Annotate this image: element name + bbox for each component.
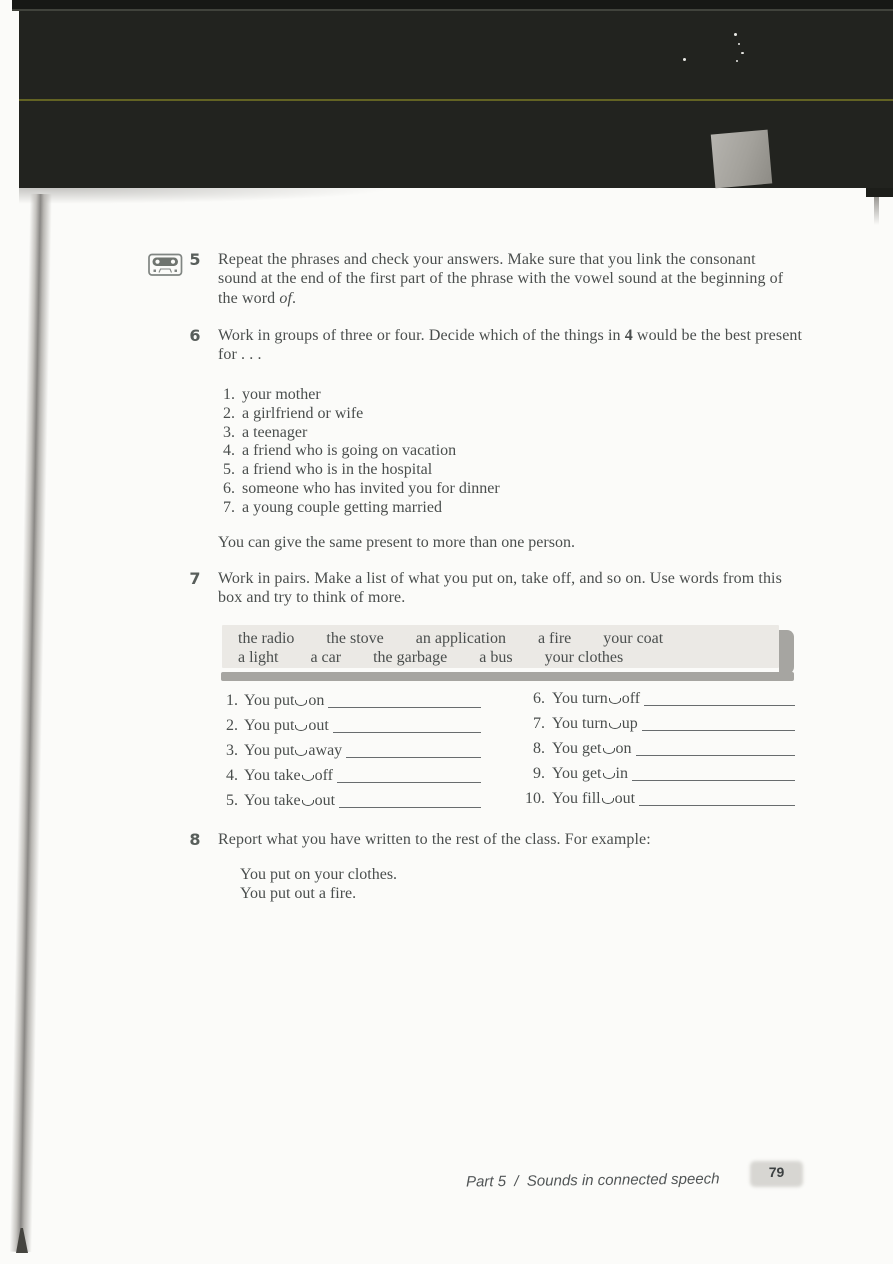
- item-number: 10.: [525, 790, 545, 807]
- item-number: 4.: [223, 442, 235, 460]
- item-number: 7.: [533, 715, 545, 732]
- exercise-number: 6: [189, 326, 201, 345]
- exercise-6-list: [222, 386, 500, 518]
- item-text: a girlfriend or wife: [242, 404, 364, 422]
- box-word: your clothes: [544, 649, 624, 666]
- item-number: 6.: [223, 479, 235, 497]
- exercise-8-instructions: Report what you have written to the rest of the class. For example:: [218, 831, 651, 848]
- italic-word: of: [279, 289, 292, 307]
- box-word: the garbage: [373, 649, 448, 666]
- box-word: a car: [310, 649, 342, 666]
- phrase-post: in: [615, 765, 628, 782]
- linking-arc-icon: [295, 700, 307, 706]
- linking-arc-icon: [295, 750, 307, 756]
- exercise-number: 7: [189, 569, 201, 588]
- phrase: [244, 742, 342, 760]
- instruction-text: .: [292, 289, 297, 307]
- linking-arc-icon: [603, 773, 615, 779]
- phrase: [244, 767, 333, 785]
- phrase: [552, 765, 628, 783]
- linking-arc-icon: [603, 748, 615, 754]
- dust-speck: [736, 60, 738, 62]
- answer-blank: [636, 755, 796, 756]
- exercise-8-examples: [240, 865, 397, 903]
- item-text: your mother: [242, 386, 321, 403]
- dust-speck: [738, 43, 740, 45]
- item-text: a friend who is going on vacation: [242, 442, 457, 460]
- item-number: 4.: [226, 767, 238, 784]
- phrase-post: on: [615, 740, 632, 757]
- answer-blank: [346, 757, 481, 758]
- linking-arc-icon: [295, 725, 307, 731]
- box-word: a bus: [479, 649, 513, 666]
- item-number: 9.: [533, 765, 545, 782]
- item-number: 8.: [533, 740, 545, 757]
- word-box-shadow: [779, 630, 794, 674]
- exercise-6-instructions: [218, 326, 803, 365]
- phrase-pre: You turn: [552, 715, 608, 732]
- box-word: an application: [415, 630, 506, 647]
- fill-in-item: [520, 715, 795, 740]
- phrase-pre: You put: [244, 717, 295, 734]
- exercise-7-instructions: Work in pairs. Make a list of what you put on, take off, and so on. Use words from this box and try to think of more.: [218, 570, 782, 607]
- answer-blank: [333, 732, 481, 733]
- phrase-post: off: [621, 690, 641, 707]
- word-box: [222, 625, 779, 668]
- page-edge-shadow: [19, 188, 439, 206]
- phrase-post: out: [308, 717, 329, 734]
- exercise-6: [188, 326, 803, 365]
- fill-in-item: [222, 792, 481, 817]
- linking-arc-icon: [302, 800, 314, 806]
- item-number: 1.: [223, 386, 235, 403]
- phrase: [244, 692, 324, 710]
- list-item: [222, 480, 500, 499]
- exercise-number: 5: [189, 250, 201, 269]
- item-number: 5.: [226, 792, 238, 809]
- phrase-post: away: [308, 742, 343, 759]
- word-box-shadow: [221, 672, 794, 681]
- box-word: your coat: [603, 630, 664, 647]
- phrase-pre: You put: [244, 692, 295, 709]
- phrase: [244, 792, 335, 810]
- linking-arc-icon: [609, 698, 621, 704]
- fill-in-item: [222, 767, 481, 792]
- cover-right-streak: [874, 197, 879, 225]
- phrase-pre: You put: [244, 742, 295, 759]
- cover-accent-line: [19, 99, 893, 101]
- fill-in-item: [520, 765, 795, 790]
- fill-in-item: [520, 790, 795, 815]
- dust-speck: [741, 52, 744, 54]
- instruction-text: Repeat the phrases and check your answers. Make sure that you link the consonant sound at the end of the first part of the phrase with the vowel sound at the beginning of the word: [218, 251, 784, 307]
- answer-blank: [339, 807, 481, 808]
- phrase: [552, 740, 632, 758]
- answer-blank: [642, 730, 795, 731]
- answer-blank: [632, 780, 795, 781]
- dust-speck: [734, 33, 737, 36]
- exercise-5: [188, 250, 798, 308]
- item-number: 6.: [533, 690, 545, 707]
- answer-blank: [639, 805, 795, 806]
- item-number: 1.: [226, 692, 238, 709]
- page-number: 79: [768, 1164, 785, 1180]
- answer-blank: [328, 707, 481, 708]
- box-word: the radio: [238, 630, 295, 647]
- exercise-5-instructions: [218, 250, 798, 308]
- phrase-post: out: [614, 790, 636, 807]
- fill-in-item: [222, 717, 481, 742]
- word-box-row: [222, 625, 779, 648]
- item-text: a teenager: [242, 423, 308, 441]
- exercise-8: [188, 830, 803, 849]
- item-number: 3.: [223, 423, 235, 441]
- phrase-post: up: [621, 715, 638, 732]
- item-number: 7.: [223, 498, 235, 516]
- list-item: [222, 424, 500, 443]
- fill-in-column-left: [222, 692, 481, 817]
- item-number: 2.: [226, 717, 238, 734]
- linking-arc-icon: [602, 798, 614, 804]
- phrase-pre: You get: [552, 740, 602, 757]
- phrase: [552, 790, 635, 808]
- fill-in-column-right: [520, 690, 795, 815]
- item-text: someone who has invited you for dinner: [242, 479, 500, 497]
- list-item: [222, 461, 500, 480]
- instruction-text: would be the best present for . . .: [218, 327, 803, 364]
- exercise-7: [188, 569, 803, 608]
- item-number: 5.: [223, 461, 235, 479]
- example-sentence: You put out a fire.: [240, 885, 357, 903]
- instruction-text: Work in groups of three or four. Decide which of the things in: [218, 327, 625, 344]
- item-text: a friend who is in the hospital: [242, 461, 433, 479]
- answer-blank: [337, 782, 481, 783]
- phrase: [244, 717, 329, 735]
- exercise-number: 8: [189, 830, 201, 849]
- phrase-pre: You take: [244, 792, 301, 809]
- answer-blank: [644, 705, 795, 706]
- phrase: [552, 690, 640, 708]
- box-word: a light: [238, 649, 279, 666]
- fill-in-item: [520, 740, 795, 765]
- phrase-pre: You turn: [552, 690, 608, 707]
- linking-arc-icon: [302, 775, 314, 781]
- list-item: [222, 499, 500, 518]
- phrase-pre: You get: [552, 765, 602, 782]
- fill-in-item: [520, 690, 795, 715]
- fill-in-item: [222, 742, 481, 767]
- box-word: the stove: [326, 630, 384, 647]
- phrase-pre: You fill: [552, 790, 601, 807]
- cover-tab-sticker: [711, 130, 772, 189]
- item-number: 2.: [223, 404, 235, 422]
- fill-in-item: [222, 692, 481, 717]
- phrase-post: out: [314, 792, 336, 809]
- list-item: [222, 442, 500, 461]
- phrase-post: on: [308, 692, 325, 709]
- dust-speck: [683, 58, 686, 61]
- cover-top-strip: [12, 0, 893, 11]
- bold-reference-number: 4: [624, 327, 633, 344]
- list-item: [222, 386, 500, 405]
- word-box-row: [222, 648, 779, 667]
- item-text: a young couple getting married: [242, 498, 442, 516]
- phrase-post: off: [314, 767, 333, 784]
- linking-arc-icon: [609, 723, 621, 729]
- spine-shadow: [10, 194, 52, 1252]
- cassette-icon: [148, 253, 183, 282]
- cover-right-edge: [866, 188, 893, 197]
- book-cover-header: [19, 11, 893, 188]
- box-word: a fire: [537, 630, 572, 647]
- exercise-6-note: You can give the same present to more than one person.: [218, 534, 575, 551]
- example-sentence: You put on your clothes.: [240, 866, 398, 883]
- list-item: [222, 405, 500, 424]
- item-number: 3.: [226, 742, 238, 759]
- phrase: [552, 715, 638, 733]
- phrase-pre: You take: [244, 767, 301, 784]
- footer-part-label: Part 5 / Sounds in connected speech: [465, 1170, 720, 1191]
